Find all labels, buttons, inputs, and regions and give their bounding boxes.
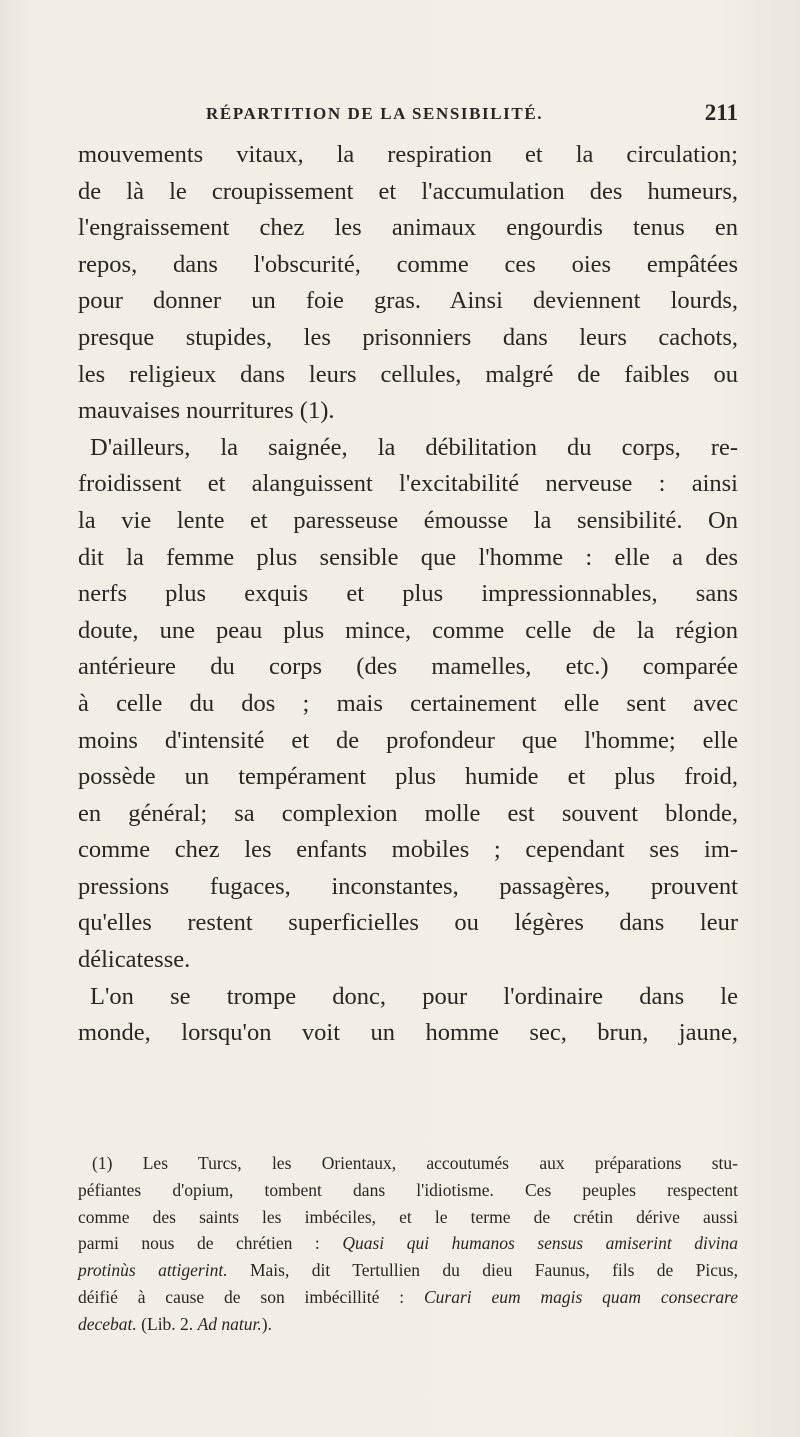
text-line: moins d'intensité et de profondeur que l'homme; elle	[78, 726, 738, 754]
latin-quotation: Curari eum magis quam consecrare	[423, 1286, 738, 1307]
text-line: nerfs plus exquis et plus impressionnables, sans	[78, 580, 738, 608]
text-line: la vie lente et paresseuse émousse la sensibilité. On	[78, 506, 738, 534]
footnote-line	[78, 1230, 738, 1257]
latin-quotation: decebat.	[78, 1313, 137, 1334]
footnote-line	[78, 1257, 738, 1284]
text-line: comme chez les enfants mobiles ; cependant ses im-	[78, 836, 738, 864]
footnote-text: ).	[261, 1313, 272, 1334]
text-line: L'on se trompe donc, pour l'ordinaire dans le	[90, 982, 738, 1010]
footnote-line	[78, 1311, 738, 1338]
footnote-line	[78, 1284, 738, 1311]
text-line: pour donner un foie gras. Ainsi deviennent lourds,	[78, 287, 738, 315]
text-line: presque stupides, les prisonniers dans leurs cachots,	[78, 323, 738, 351]
body-text	[78, 137, 738, 1052]
text-line: possède un tempérament plus humide et plus froid,	[78, 763, 738, 791]
text-line: en général; sa complexion molle est souvent blonde,	[78, 799, 738, 827]
footnote	[78, 1150, 738, 1338]
latin-quotation: protinùs attigerint.	[78, 1260, 228, 1281]
latin-quotation: Quasi qui humanos sensus amiserint divina	[342, 1233, 738, 1254]
footnote-text: (Lib. 2.	[136, 1313, 198, 1334]
text-line: mauvaises nourritures (1).	[78, 397, 335, 425]
footnote-line: péfiantes d'opium, tombent dans l'idiotisme. Ces peuples respectent	[78, 1179, 738, 1200]
citation-title: Ad natur.	[197, 1313, 262, 1334]
text-line: mouvements vitaux, la respiration et la circulation;	[78, 141, 738, 168]
text-line: les religieux dans leurs cellules, malgré de faibles ou	[78, 360, 738, 388]
running-head: RÉPARTITION DE LA SENSIBILITÉ.	[206, 104, 544, 123]
footnote-line: comme des saints les imbéciles, et le terme de crétin dérive aussi	[78, 1206, 738, 1227]
footnote-text: déifié à cause de son imbécillité :	[78, 1286, 424, 1307]
text-line: délicatesse.	[78, 946, 191, 974]
page-number: 211	[704, 100, 738, 125]
text-line: dit la femme plus sensible que l'homme : elle a des	[78, 543, 738, 571]
text-line: monde, lorsqu'on voit un homme sec, brun, jaune,	[78, 1019, 738, 1047]
text-line: pressions fugaces, inconstantes, passagères, prouvent	[78, 872, 738, 900]
text-line: repos, dans l'obscurité, comme ces oies empâtées	[78, 250, 738, 278]
text-line: D'ailleurs, la saignée, la débilitation du corps, re-	[90, 433, 738, 461]
text-line: l'engraissement chez les animaux engourdis tenus en	[78, 214, 738, 242]
footnote-text: Mais, dit Tertullien du dieu Faunus, fils de Picus,	[227, 1260, 738, 1281]
text-line: antérieure du corps (des mamelles, etc.) comparée	[78, 653, 738, 681]
text-line: qu'elles restent superficielles ou légères dans leur	[78, 909, 738, 937]
footnote-line: (1) Les Turcs, les Orientaux, accoutumés aux préparations stu-	[92, 1153, 738, 1173]
footnote-text: parmi nous de chrétien :	[78, 1233, 343, 1254]
text-line: froidissent et alanguissent l'excitabilité nerveuse : ainsi	[78, 470, 738, 498]
page-header	[78, 100, 738, 130]
text-line: à celle du dos ; mais certainement elle sent avec	[78, 689, 738, 717]
text-line: de là le croupissement et l'accumulation des humeurs,	[78, 177, 738, 205]
text-line: doute, une peau plus mince, comme celle de la région	[78, 616, 738, 644]
